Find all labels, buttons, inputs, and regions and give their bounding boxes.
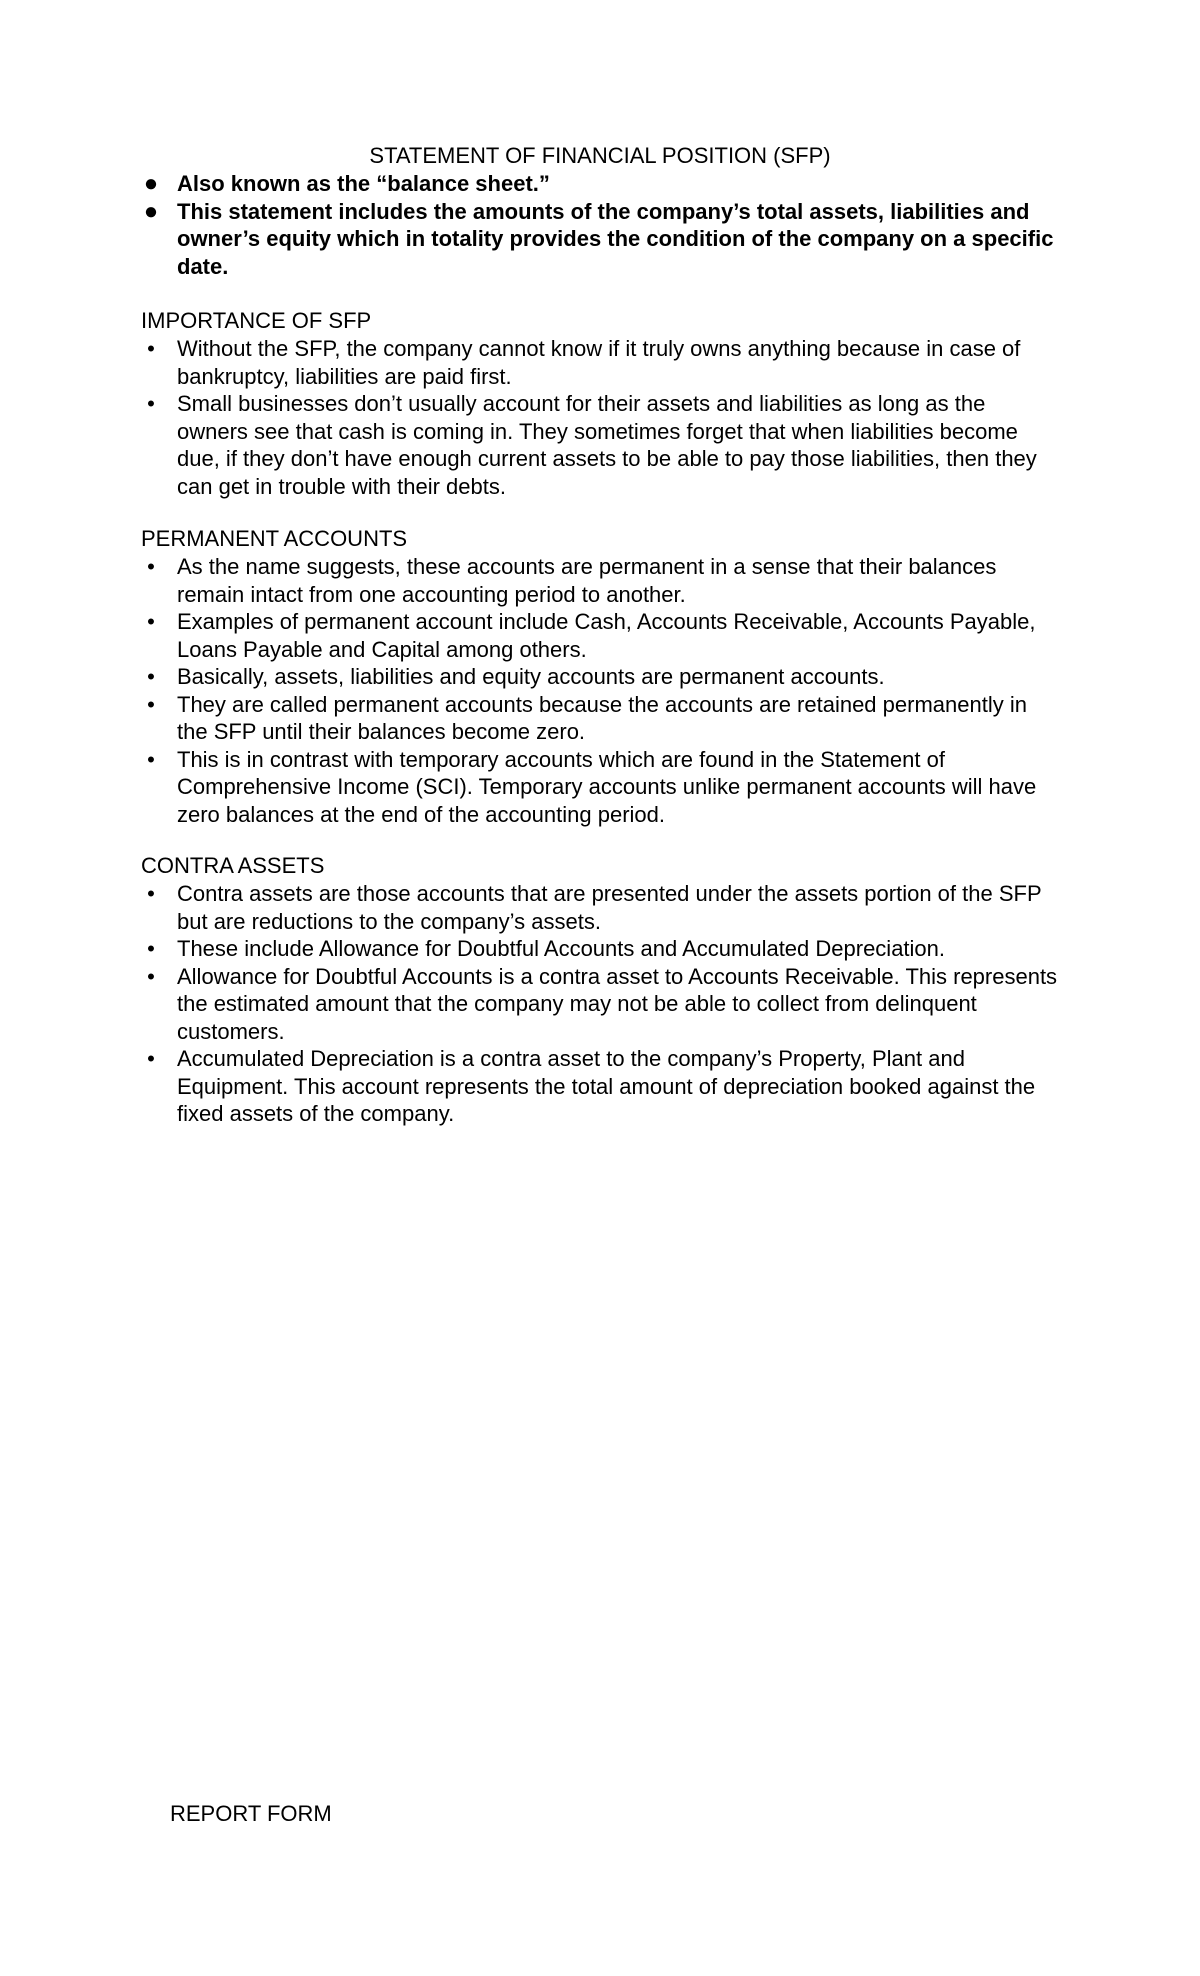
bullet-text: They are called permanent accounts because the accounts are retained permanently in the SFP until their balances become zero. xyxy=(177,691,1027,744)
document-title: STATEMENT OF FINANCIAL POSITION (SFP) xyxy=(369,143,831,168)
bullet-dot-icon: • xyxy=(147,609,155,634)
bullet-dot-icon: • xyxy=(147,391,155,416)
section-permanent-accounts xyxy=(141,525,1061,828)
list-item xyxy=(141,390,1061,500)
list-item xyxy=(141,1045,1061,1128)
bullet-text: This statement includes the amounts of the company’s total assets, liabilities and owner’s equity which in totality provides the condition of the company on a specific date. xyxy=(177,198,1054,279)
bullet-list xyxy=(141,335,1061,500)
bullet-list xyxy=(141,880,1061,1128)
bullet-dot-icon: • xyxy=(147,554,155,579)
bullet-dot-icon: ● xyxy=(143,197,159,225)
intro-bullet-list xyxy=(141,170,1061,280)
bullet-dot-icon: • xyxy=(147,881,155,906)
list-item xyxy=(141,691,1061,746)
bullet-dot-icon: • xyxy=(147,963,155,989)
list-item xyxy=(141,170,1061,198)
bullet-text: Without the SFP, the company cannot know if it truly owns anything because in case of bankruptcy, liabilities are paid first. xyxy=(177,336,1021,389)
bullet-text: Basically, assets, liabilities and equity accounts are permanent accounts. xyxy=(177,664,885,689)
section-contra-assets xyxy=(141,852,1061,1128)
bullet-text: Small businesses don’t usually account for their assets and liabilities as long as the owners see that cash is coming in. They sometimes forget that when liabilities become due, if they don’t have enough current assets to be able to pay those liabilities, then they can get in trouble with their debts. xyxy=(177,391,1037,499)
section-importance-of-sfp xyxy=(141,307,1061,500)
bullet-text: These include Allowance for Doubtful Accounts and Accumulated Depreciation. xyxy=(177,936,946,961)
bullet-text: Examples of permanent account include Cash, Accounts Receivable, Accounts Payable, Loans Payable and Capital among others. xyxy=(177,609,1036,662)
list-item xyxy=(141,935,1061,963)
bullet-dot-icon: ● xyxy=(143,170,159,197)
bullet-dot-icon: • xyxy=(147,691,155,717)
list-item xyxy=(141,198,1061,281)
bullet-dot-icon: • xyxy=(147,336,155,361)
bullet-text: Also known as the “balance sheet.” xyxy=(177,171,550,196)
report-form-heading: REPORT FORM xyxy=(170,1801,332,1826)
list-item xyxy=(141,335,1061,390)
bullet-text: Accumulated Depreciation is a contra asset to the company’s Property, Plant and Equipment. This account represents the total amount of depreciation booked against the fixed assets of the company. xyxy=(177,1046,1036,1126)
bullet-dot-icon: • xyxy=(147,1046,155,1071)
list-item xyxy=(141,746,1061,829)
bullet-dot-icon: • xyxy=(147,936,155,961)
section-heading: CONTRA ASSETS xyxy=(141,853,325,878)
bullet-dot-icon: • xyxy=(147,664,155,689)
bullet-text: This is in contrast with temporary accounts which are found in the Statement of Comprehensive Income (SCI). Temporary accounts unlike permanent accounts will have zero balances at the end of the accounting period. xyxy=(177,746,1037,827)
list-item xyxy=(141,553,1061,608)
section-heading: IMPORTANCE OF SFP xyxy=(141,308,372,333)
list-item xyxy=(141,608,1061,663)
bullet-text: Contra assets are those accounts that are presented under the assets portion of the SFP but are reductions to the company’s assets. xyxy=(177,881,1042,934)
bullet-dot-icon: • xyxy=(147,746,155,772)
bullet-text: Allowance for Doubtful Accounts is a contra asset to Accounts Receivable. This represents the estimated amount that the company may not be able to collect from delinquent customers. xyxy=(177,963,1058,1044)
list-item xyxy=(141,663,1061,691)
list-item xyxy=(141,963,1061,1046)
section-heading: PERMANENT ACCOUNTS xyxy=(141,526,408,551)
intro-section xyxy=(141,170,1061,280)
bullet-text: As the name suggests, these accounts are permanent in a sense that their balances remain intact from one accounting period to another. xyxy=(177,554,997,607)
list-item xyxy=(141,880,1061,935)
bullet-list xyxy=(141,553,1061,828)
